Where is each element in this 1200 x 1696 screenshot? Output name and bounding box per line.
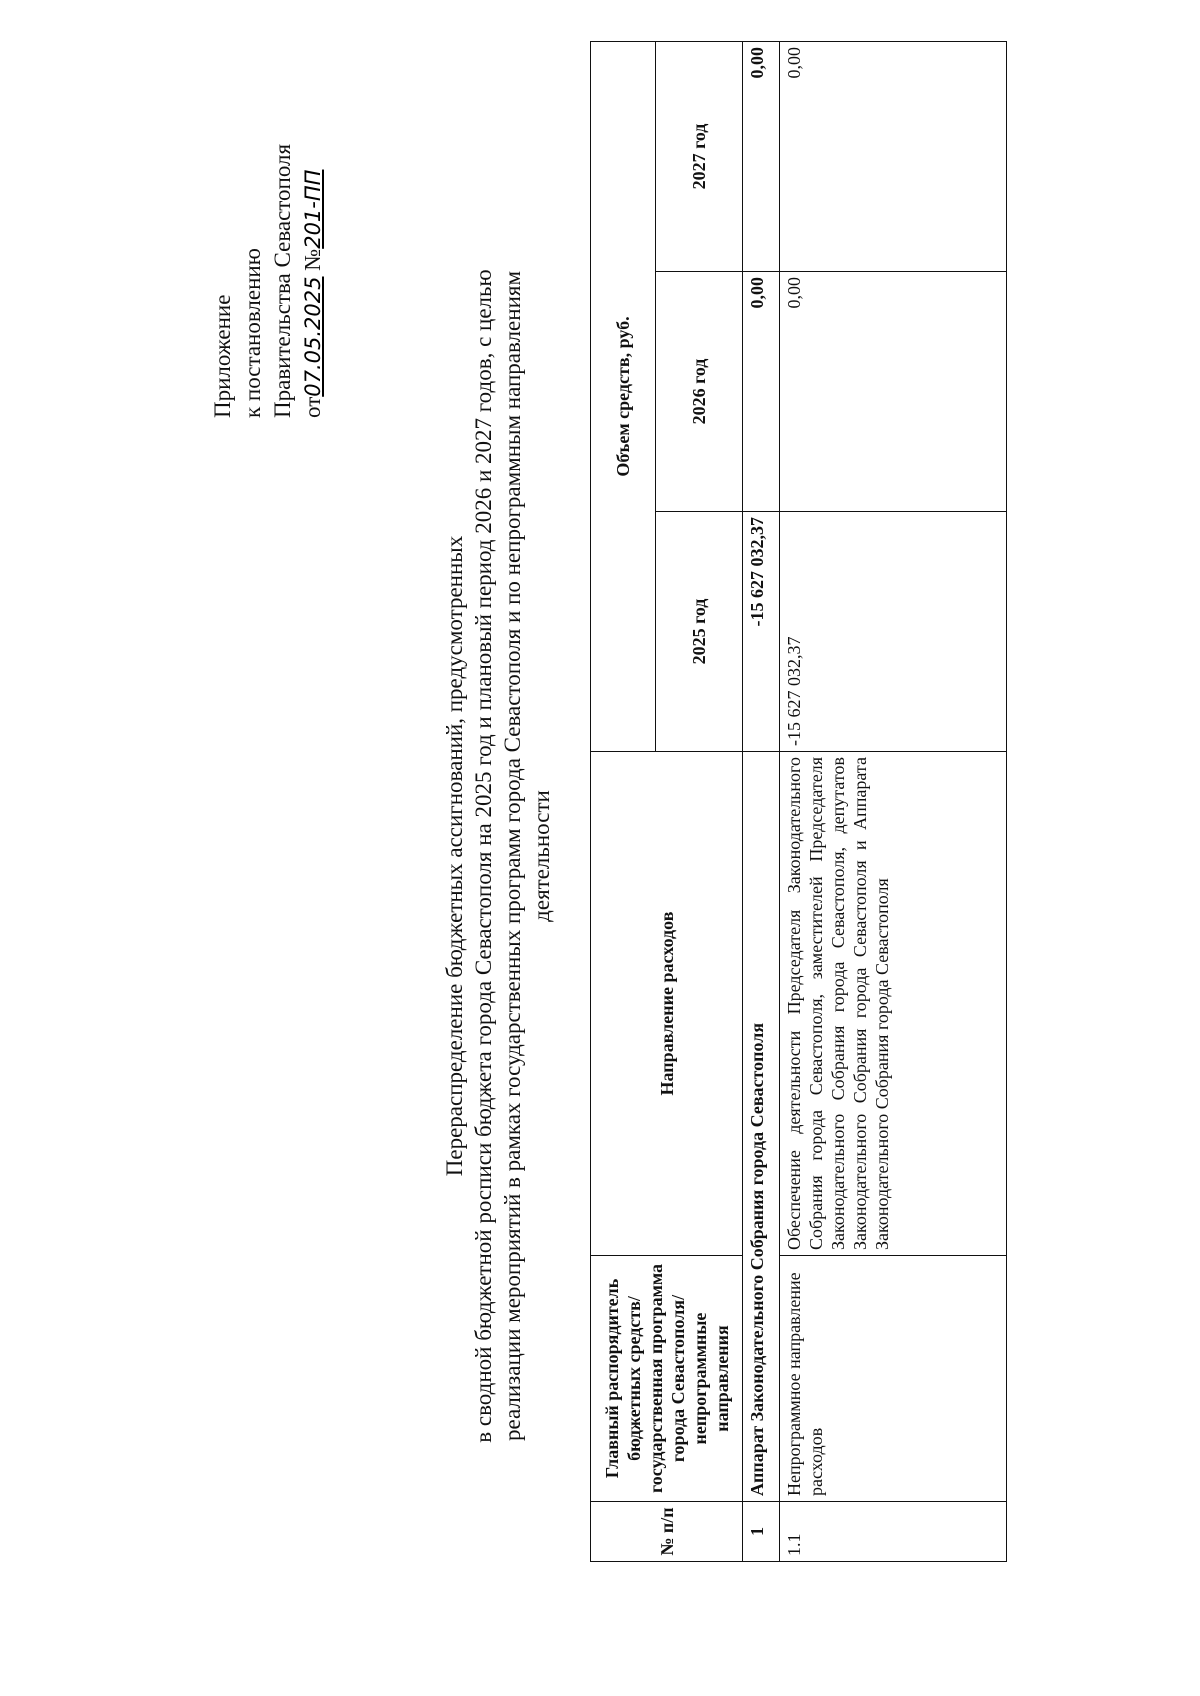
header-volume: Объем средств, руб. bbox=[591, 41, 656, 751]
cell-num: 1 bbox=[743, 1502, 780, 1562]
cell-num: 1.1 bbox=[780, 1502, 1007, 1562]
header-manager: Главный распорядитель бюджетных средств/государственная программа города Севастополя/непрограммные направления bbox=[591, 1256, 743, 1502]
document-title bbox=[440, 176, 556, 1536]
header-year-2026: 2026 год bbox=[656, 272, 743, 512]
cell-2025: -15 627 032,37 bbox=[780, 512, 1007, 752]
cell-2025: -15 627 032,37 bbox=[743, 512, 780, 752]
cell-name: Аппарат Законодательного Собрания города Севастополя bbox=[743, 752, 780, 1502]
table-row bbox=[780, 41, 1007, 1561]
cell-direction: Обеспечение деятельности Председателя Законодательного Собрания города Севастополя, заместителей Председателя Законодательного Собрания города Севастополя, депутатов Законодательного Собрания города Севастополя и Аппарата Законодательного Собрания города Севастополя bbox=[780, 752, 1007, 1256]
appendix-block bbox=[208, 58, 328, 418]
cell-name: Непрограммное направление расходов bbox=[780, 1256, 1007, 1502]
header-year-2025: 2025 год bbox=[656, 512, 743, 752]
cell-2026: 0,00 bbox=[743, 272, 780, 512]
table-header-row bbox=[591, 41, 656, 1561]
appendix-line-1: Приложение bbox=[210, 294, 235, 418]
title-line-2: в сводной бюджетной росписи бюджета города Севастополя на 2025 год и плановый период 2026 и 2027 годов, с целью bbox=[471, 269, 496, 1443]
budget-table bbox=[590, 41, 1007, 1562]
title-line-4: деятельности bbox=[529, 790, 554, 922]
appendix-line-3: Правительства Севастополя bbox=[270, 143, 295, 418]
header-num: № п/п bbox=[591, 1502, 743, 1562]
number-prefix: № bbox=[300, 248, 325, 271]
appendix-date-line bbox=[298, 58, 328, 418]
title-line-1: Перераспределение бюджетных ассигнований, предусмотренных bbox=[442, 535, 467, 1177]
header-direction: Направление расходов bbox=[591, 752, 743, 1256]
appendix-line-2: к постановлению bbox=[240, 248, 265, 418]
cell-2027: 0,00 bbox=[743, 41, 780, 271]
date-prefix: от bbox=[300, 396, 325, 418]
handwritten-date: 07.05.2025 bbox=[301, 276, 325, 397]
table-row bbox=[743, 41, 780, 1561]
header-year-2027: 2027 год bbox=[656, 41, 743, 271]
title-line-3: реализации мероприятий в рамках государственных программ города Севастополя и по непрограммным направлениям bbox=[500, 270, 525, 1442]
cell-2027: 0,00 bbox=[780, 41, 1007, 271]
handwritten-number: 201-ПП bbox=[301, 169, 325, 249]
cell-2026: 0,00 bbox=[780, 272, 1007, 512]
